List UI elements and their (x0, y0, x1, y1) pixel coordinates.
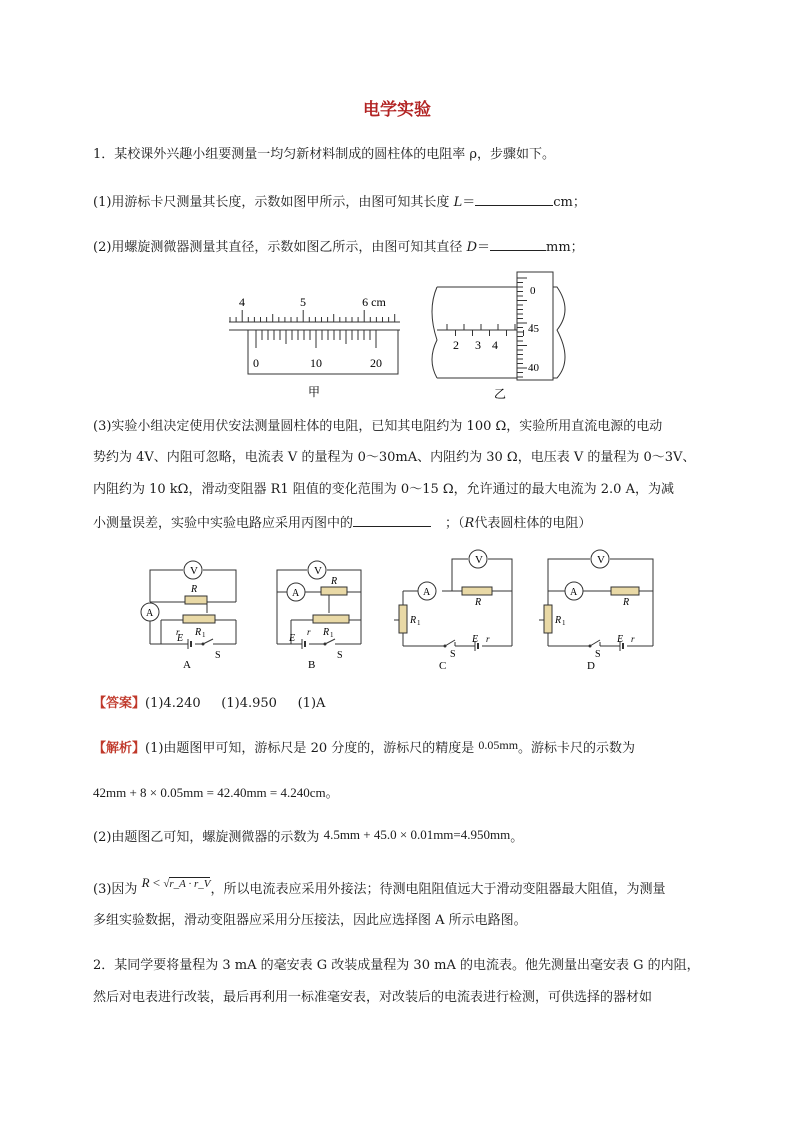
circuit-label-a: A (183, 659, 191, 671)
label-voltmeter: V (190, 565, 198, 577)
q2-line1: 2．某同学要将量程为 3 mA 的毫安表 G 改装成量程为 30 mA 的电流表。他先测量出毫安表 G 的内阻， (93, 958, 700, 973)
label-resistor: R (623, 597, 630, 608)
diameter-answer-blank[interactable] (490, 236, 546, 251)
analysis-line4-text: (3)因为 (93, 882, 142, 897)
sleeve-label-4: 4 (492, 338, 498, 352)
circuit-answer-blank[interactable] (353, 512, 431, 527)
label-internal: r (307, 627, 311, 637)
label-resistor: R (191, 584, 198, 595)
answer-text: (1)4.240 (1)4.950 (1)A (145, 696, 326, 711)
q1-part3-line4 (93, 512, 591, 533)
sqrt-expression: √r_A · r_V (163, 878, 211, 890)
label-resistor: R (331, 576, 338, 587)
label-rheostat: R (323, 627, 330, 638)
caliper-calculation: 42mm + 8 × 0.05mm = 42.40mm = 4.240cm (93, 785, 326, 800)
micrometer-figure (425, 270, 575, 405)
q2-line2: 然后对电表进行改装，最后再利用一标准毫安表，对改装后的电流表进行检测，可供选择的器材如 (93, 990, 653, 1005)
label-rheostat: R (555, 615, 562, 626)
answer-tag: 【答案】 (93, 696, 146, 711)
sqrt-radicand: r_A · r_V (169, 878, 211, 890)
main-label-4: 4 (239, 295, 245, 309)
vernier-caliper-figure (222, 290, 407, 402)
q1-part2 (93, 236, 584, 257)
q1-part1 (93, 191, 586, 212)
q1-part1-text: (1)用游标卡尺测量其长度，示数如图甲所示，由图可知其长度 (93, 195, 454, 210)
resistor-r (321, 587, 347, 595)
vernier-label-20: 20 (370, 356, 382, 370)
switch-s (445, 640, 455, 646)
analysis-line3-text: (2)由题图乙可知，螺旋测微器的示数为 (93, 830, 324, 845)
analysis-line1 (93, 739, 635, 758)
circuit-d (535, 545, 660, 675)
label-ammeter: A (292, 588, 300, 599)
circuit-c (390, 545, 515, 675)
q1-part2-text: (2)用螺旋测微器测量其直径，示数如图乙所示，由图可知其直径 (93, 240, 467, 255)
label-switch: S (595, 649, 601, 660)
main-label-5: 5 (300, 295, 306, 309)
analysis-line2-post: 。 (325, 786, 339, 801)
label-ammeter: A (146, 608, 154, 619)
sleeve-label-3: 3 (475, 338, 481, 352)
q1-part3-line2: 势约为 4V、内阻可忽略，电流表 V 的量程为 0～30mA、内阻约为 30 Ω，电压表 V 的量程为 0～3V、 (93, 450, 696, 465)
label-voltmeter: V (597, 554, 605, 566)
analysis-line1-post: 。游标卡尺的示数为 (518, 741, 636, 756)
analysis-line3 (93, 828, 523, 847)
q1-part3-line4-end: 代表圆柱体的电阻） (474, 516, 592, 531)
vernier-label-10: 10 (310, 356, 322, 370)
switch-s (590, 640, 600, 646)
length-answer-blank[interactable] (475, 191, 553, 206)
q1-part3-line1: (3)实验小组决定使用伏安法测量圆柱体的电阻，已知其电阻约为 100 Ω，实验所用直流电源的电动 (93, 419, 663, 434)
rheostat-r1 (313, 615, 349, 623)
circuit-a (133, 555, 248, 675)
analysis-line1-text: (1)由题图甲可知，游标尺是 20 分度的，游标尺的精度是 (145, 741, 479, 756)
q1-part2-eq: ＝ (477, 240, 491, 255)
q1-part2-var: D (466, 240, 477, 255)
label-rheostat: R (410, 615, 417, 626)
label-rheostat-sub: 1 (417, 619, 421, 627)
label-resistor: R (475, 597, 482, 608)
label-switch: S (215, 650, 221, 661)
rheostat-r1 (183, 615, 215, 623)
thimble-label-0: 0 (530, 285, 536, 297)
label-internal: r (176, 627, 180, 637)
vernier-scale-ticks (256, 330, 376, 348)
resistor-r (611, 587, 639, 595)
circuit-label-b: B (308, 659, 316, 671)
analysis-line2 (93, 784, 339, 803)
circuit-label-c: C (439, 660, 447, 672)
answer-line (93, 695, 325, 713)
micrometer-calculation: 4.5mm + 45.0 × 0.01mm=4.950mm (323, 827, 511, 842)
analysis-line3-post: 。 (510, 830, 524, 845)
label-switch: S (450, 649, 456, 660)
switch-s (325, 639, 335, 644)
q1-part1-eq: ＝ (462, 195, 476, 210)
analysis-line4 (93, 875, 666, 899)
inequality-sign: < (149, 875, 164, 890)
resistor-r (185, 596, 207, 604)
q1-part3-line4-var: R (464, 516, 475, 531)
main-label-6cm: 6 cm (362, 295, 386, 309)
q1-part3-line4-text: 小测量误差，实验中实验电路应采用丙图中的 (93, 516, 354, 531)
label-internal: r (486, 634, 490, 644)
analysis-tag: 【解析】 (93, 741, 146, 756)
thimble-label-40: 40 (528, 362, 539, 374)
circuit-b (267, 555, 382, 675)
label-ammeter: A (570, 587, 578, 598)
label-voltmeter: V (475, 554, 483, 566)
main-scale-ticks (230, 310, 395, 322)
label-emf: E (177, 633, 184, 644)
label-rheostat-sub: 1 (202, 631, 206, 639)
analysis-line4-post: ，所以电流表应采用外接法；待测电阻阻值远大于滑动变阻器最大阻值，为测量 (210, 882, 666, 897)
thimble-label-45: 45 (528, 323, 539, 335)
switch-s (203, 639, 213, 644)
thimble-scale-ticks (517, 278, 527, 377)
label-emf: E (617, 634, 624, 645)
label-voltmeter: V (314, 565, 322, 577)
q1-part1-unit: cm； (553, 195, 586, 210)
q1-part3-line4-post: ；（ (445, 516, 465, 531)
q1-intro: 1．某校课外兴趣小组要测量一均匀新材料制成的圆柱体的电阻率 ρ，步骤如下。 (93, 147, 556, 162)
rheostat-r1 (544, 605, 552, 633)
label-emf: E (472, 634, 479, 645)
circuit-label-d: D (587, 660, 595, 672)
q1-part2-unit: mm； (546, 240, 584, 255)
label-rheostat-sub: 1 (562, 619, 566, 627)
label-emf: E (289, 633, 296, 644)
label-switch: S (337, 650, 343, 661)
vernier-label-0: 0 (253, 356, 259, 370)
q1-part1-var: L (453, 195, 463, 210)
sleeve-left-break (432, 287, 437, 378)
label-ammeter: A (423, 587, 431, 598)
caliper-caption: 甲 (307, 385, 321, 399)
sleeve-label-2: 2 (453, 338, 459, 352)
analysis-precision: 0.05mm (478, 738, 519, 752)
micrometer-caption: 乙 (493, 387, 507, 401)
page-title: 电学实验 (363, 100, 431, 120)
label-rheostat-sub: 1 (330, 631, 334, 639)
resistor-r (462, 587, 492, 595)
label-rheostat: R (195, 627, 202, 638)
q1-part3-line3: 内阻约为 10 kΩ，滑动变阻器 R1 阻值的变化范围为 0～15 Ω，允许通过的最大电流为 2.0 A，为减 (93, 482, 674, 497)
analysis-line5: 多组实验数据，滑动变阻器应采用分压接法，因此应选择图 A 所示电路图。 (93, 913, 527, 928)
rheostat-r1 (399, 605, 407, 633)
inequality-r: R (141, 875, 150, 890)
label-internal: r (631, 634, 635, 644)
